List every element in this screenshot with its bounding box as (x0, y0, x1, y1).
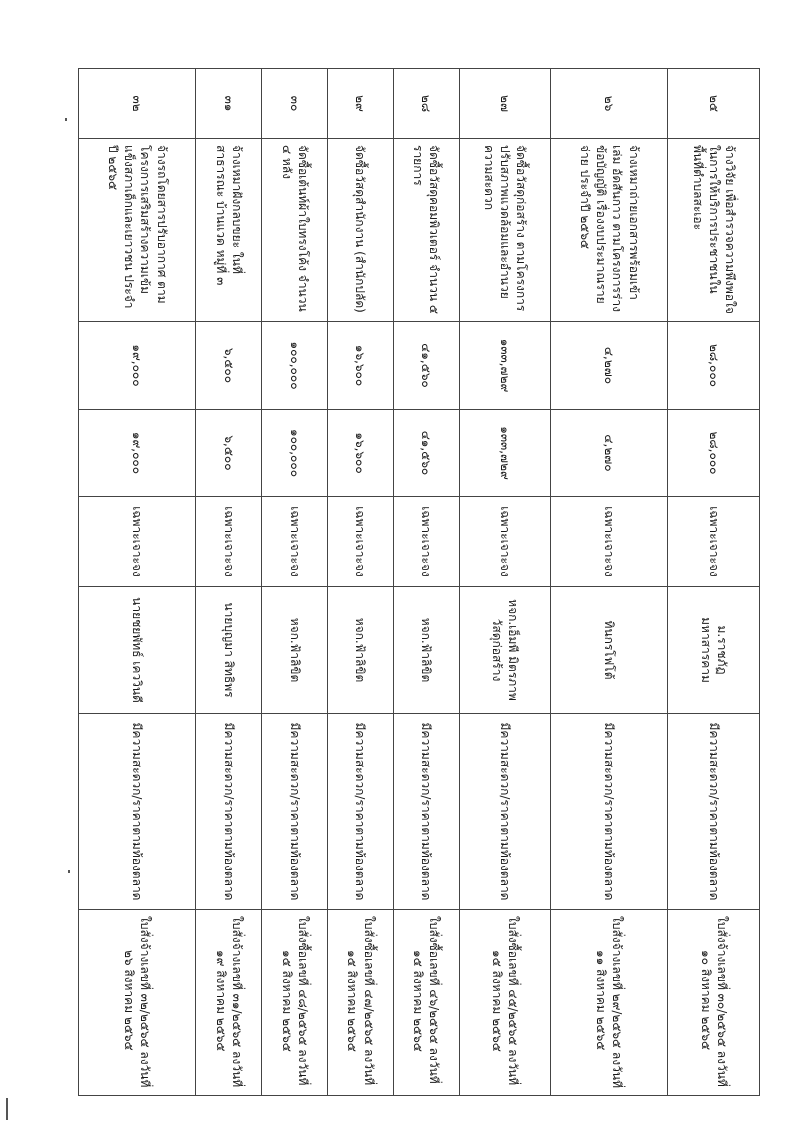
row-description: จ้างเหมาถ่ายเอกสารพร้อมเข้าเล่ม อัดสันกาว ตามโครงการร่างข้อบัญญัติ เรื่องงบประมาณรายจ่าย ประจำปี ๒๕๖๕ (551, 139, 668, 322)
row-document-number: ใบสั่งจ้างเลขที่ ๓๑/๒๕๖๕ ลงวันที่ (229, 916, 244, 1088)
row-winner: หจก.เอ็มพี มิตรภาพวัสดุก่อสร้าง (459, 587, 551, 714)
row-document-number: ใบสั่งซื้อเลขที่ ๔๘/๒๕๖๕ ลงวันที่ (295, 916, 310, 1086)
row-document-date: ๒๖ สิงหาคม ๒๕๖๕ (122, 950, 137, 1051)
row-document-number: ใบสั่งจ้างเลขที่ ๓๐/๒๕๖๕ ลงวันที่ (714, 916, 729, 1087)
row-document-date: ๑๑ สิงหาคม ๒๕๖๕ (594, 950, 609, 1051)
row-document (668, 910, 760, 1096)
row-winner: นายชยพัทธ์ เคววินดี (79, 587, 196, 714)
row-median-price: ๔,๒๗๐ (551, 410, 668, 497)
row-document-date: ๑๕ สิงหาคม ๒๕๖๕ (279, 950, 294, 1052)
row-reason: มีความสะดวก/ราคาตามท้องตลาด (79, 714, 196, 910)
row-winner: หจก.ฟ้าลิขิต (262, 587, 328, 714)
row-number: ๒๘ (393, 69, 459, 139)
row-reason: มีความสะดวก/ราคาตามท้องตลาด (668, 714, 760, 910)
scan-dust-mark (68, 870, 70, 873)
row-method: เฉพาะเจาะจง (262, 497, 328, 587)
row-document-number: ใบสั่งซื้อเลขที่ ๔๗/๒๕๖๕ ลงวันที่ (361, 916, 376, 1086)
row-method: เฉพาะเจาะจง (668, 497, 760, 587)
row-median-price: ๑๓๓,๗๒๙ (459, 410, 551, 497)
row-median-price: ๒๘,๐๐๐ (668, 410, 760, 497)
row-median-price: ๔๑,๕๖๐ (393, 410, 459, 497)
row-number: ๒๕ (668, 69, 760, 139)
row-reason: มีความสะดวก/ราคาตามท้องตลาด (459, 714, 551, 910)
row-reason: มีความสะดวก/ราคาตามท้องตลาด (196, 714, 262, 910)
row-description: จัดซื้อเต้นท์ผ้าใบทรงโค้ง จำนวน ๔ หลัง (262, 139, 328, 322)
row-budget: ๔,๒๗๐ (551, 322, 668, 410)
row-budget: ๔๑,๕๖๐ (393, 322, 459, 410)
row-document (262, 910, 328, 1096)
row-document-number: ใบสั่งซื้อเลขที่ ๔๕/๒๕๖๕ ลงวันที่ (506, 916, 521, 1086)
row-document (79, 910, 196, 1096)
table-row (196, 69, 262, 1096)
procurement-table (78, 68, 760, 1096)
row-description: จัดซื้อวัสดุสำนักงาน (สำนักปลัด) (327, 139, 393, 322)
row-method: เฉพาะเจาะจง (459, 497, 551, 587)
row-number: ๓๒ (79, 69, 196, 139)
row-reason: มีความสะดวก/ราคาตามท้องตลาด (262, 714, 328, 910)
row-document (327, 910, 393, 1096)
row-method: เฉพาะเจาะจง (327, 497, 393, 587)
row-number: ๓๐ (262, 69, 328, 139)
row-budget: ๑๐๐,๐๐๐ (262, 322, 328, 410)
row-number: ๒๙ (327, 69, 393, 139)
row-document (551, 910, 668, 1096)
row-document-date: ๑๕ สิงหาคม ๒๕๖๕ (411, 950, 426, 1052)
row-median-price: ๑๐๐,๐๐๐ (262, 410, 328, 497)
table-row (327, 69, 393, 1096)
row-budget: ๖,๕๐๐ (196, 322, 262, 410)
row-budget: ๑๖,๖๐๐ (327, 322, 393, 410)
row-document-number: ใบสั่งจ้างเลขที่ ๓๒/๒๕๖๕ ลงวันที่ (138, 916, 153, 1088)
row-document-date: ๑๕ สิงหาคม ๒๕๖๕ (489, 950, 504, 1052)
row-winner: หจก.ฟ้าลิขิต (327, 587, 393, 714)
row-document-date: ๑๙ สิงหาคม ๒๕๖๕ (213, 950, 228, 1052)
scan-edge-mark (6, 1098, 8, 1120)
table-row (668, 69, 760, 1096)
row-number: ๓๑ (196, 69, 262, 139)
table-row (79, 69, 196, 1096)
row-winner: นายบุญมา สิทธิพร (196, 587, 262, 714)
row-method: เฉพาะเจาะจง (393, 497, 459, 587)
row-reason: มีความสะดวก/ราคาตามท้องตลาด (551, 714, 668, 910)
row-median-price: ๖,๕๐๐ (196, 410, 262, 497)
row-description: จัดซื้อวัสดุคอมพิวเตอร์ จำนวน ๕ รายการ (393, 139, 459, 322)
row-document (459, 910, 551, 1096)
row-number: ๒๖ (551, 69, 668, 139)
row-median-price: ๑๖,๖๐๐ (327, 410, 393, 497)
row-description: จัดซื้อวัสดุก่อสร้าง ตามโครงการปรับสภาพแวดล้อมและอำนวยความสะดวก (459, 139, 551, 322)
scan-dust-mark (65, 118, 67, 121)
table-row (459, 69, 551, 1096)
row-budget: ๑๓๓,๗๒๙ (459, 322, 551, 410)
row-winner: ม.ราชภัฏมหาสารคาม (668, 587, 760, 714)
row-document-number: ใบสั่งซื้อเลขที่ ๔๖/๒๕๖๕ ลงวันที่ (427, 916, 442, 1084)
row-reason: มีความสะดวก/ราคาตามท้องตลาด (393, 714, 459, 910)
row-document-date: ๑๐ สิงหาคม ๒๕๖๕ (698, 950, 713, 1051)
row-reason: มีความสะดวก/ราคาตามท้องตลาด (327, 714, 393, 910)
row-document (196, 910, 262, 1096)
row-description: จ้างรถโดยสารปรับอากาศ ตามโครงการเสริมสร้างความเข้มแข็งสภาเด็กและเยาวชน ประจำปี ๒๕๖๕ (79, 139, 196, 322)
table-row (551, 69, 668, 1096)
row-document-number: ใบสั่งจ้างเลขที่ ๒๙/๒๕๖๕ ลงวันที่ (610, 916, 625, 1088)
row-winner: หจก.ฟ้าลิขิต (393, 587, 459, 714)
rotated-page (78, 68, 760, 1095)
row-method: เฉพาะเจาะจง (551, 497, 668, 587)
row-budget: ๑๙,๐๐๐ (79, 322, 196, 410)
row-winner: ทินกรโฟโต้ (551, 587, 668, 714)
row-description: จ้างวิจัย เพื่อสำรวจความพึงพอใจในการให้บริการประชาชนในพื้นที่ตำบลสะเอะ (668, 139, 760, 322)
row-document (393, 910, 459, 1096)
row-description: จ้างเหมาฝังกลบขยะ ในที่สาธารณะ บ้านแวด หมู่ที่ ๓ (196, 139, 262, 322)
row-method: เฉพาะเจาะจง (79, 497, 196, 587)
row-document-date: ๑๕ สิงหาคม ๒๕๖๕ (345, 950, 360, 1052)
table-row (262, 69, 328, 1096)
row-budget: ๒๘,๐๐๐ (668, 322, 760, 410)
row-number: ๒๗ (459, 69, 551, 139)
table-row (393, 69, 459, 1096)
row-median-price: ๑๙,๐๐๐ (79, 410, 196, 497)
row-method: เฉพาะเจาะจง (196, 497, 262, 587)
